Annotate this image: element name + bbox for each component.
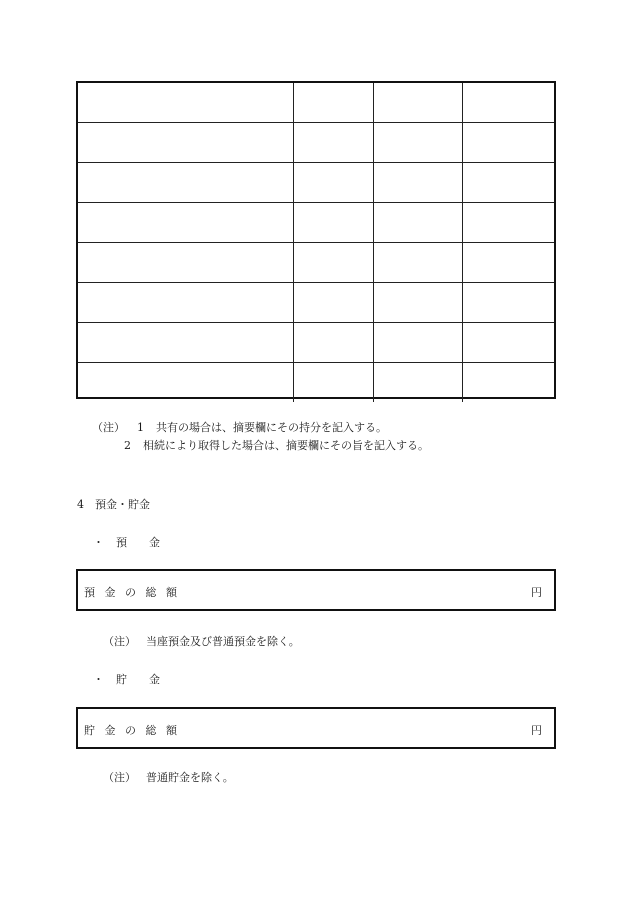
- table-cell[interactable]: [78, 363, 293, 403]
- deposit-unit: 円: [531, 586, 542, 599]
- table-note-2: [124, 437, 429, 455]
- note-number: 2: [124, 439, 131, 452]
- table-cell[interactable]: [78, 123, 293, 163]
- deposit-total-box: [76, 569, 556, 611]
- note-text: 共有の場合は、摘要欄にその持分を記入する。: [156, 421, 387, 434]
- table-cell[interactable]: [373, 203, 462, 243]
- deposit-heading: [93, 534, 160, 550]
- table-cell[interactable]: [373, 83, 462, 123]
- table-cell[interactable]: [293, 203, 373, 243]
- note-prefix: （注）: [103, 771, 136, 784]
- table-cell[interactable]: [373, 363, 462, 403]
- table-cell[interactable]: [78, 323, 293, 363]
- note-prefix: （注）: [103, 635, 136, 648]
- table-cell[interactable]: [462, 203, 554, 243]
- table-cell[interactable]: [78, 283, 293, 323]
- table-row: [78, 363, 554, 403]
- savings-unit: 円: [531, 724, 542, 737]
- table-row: [78, 163, 554, 203]
- table-cell[interactable]: [78, 203, 293, 243]
- table-cell[interactable]: [293, 83, 373, 123]
- bullet: ・: [93, 673, 104, 686]
- table-cell[interactable]: [462, 83, 554, 123]
- table-row: [78, 323, 554, 363]
- table-row: [78, 283, 554, 323]
- deposit-heading-text: 預 金: [116, 536, 160, 549]
- table-cell[interactable]: [373, 123, 462, 163]
- table-cell[interactable]: [293, 243, 373, 283]
- table-cell[interactable]: [293, 163, 373, 203]
- table-cell[interactable]: [78, 163, 293, 203]
- note-number: 1: [137, 421, 144, 434]
- savings-note: [103, 769, 234, 787]
- table-cell[interactable]: [373, 323, 462, 363]
- table-cell[interactable]: [373, 283, 462, 323]
- table-cell[interactable]: [462, 123, 554, 163]
- table-row: [78, 123, 554, 163]
- savings-total-box: [76, 707, 556, 749]
- section-title: 4 預金・貯金: [77, 498, 150, 511]
- savings-heading-text: 貯 金: [116, 673, 160, 686]
- savings-total-label: 貯 金 の 総 額: [84, 724, 180, 737]
- deposit-note: [103, 633, 300, 651]
- table-cell[interactable]: [462, 243, 554, 283]
- table-row: [78, 83, 554, 123]
- property-table: [76, 81, 556, 399]
- note-text: 当座預金及び普通預金を除く。: [146, 635, 300, 648]
- table-cell[interactable]: [293, 323, 373, 363]
- table-cell[interactable]: [373, 163, 462, 203]
- table-cell[interactable]: [462, 163, 554, 203]
- table-cell[interactable]: [373, 243, 462, 283]
- table-cell[interactable]: [462, 323, 554, 363]
- table-row: [78, 203, 554, 243]
- table-cell[interactable]: [293, 283, 373, 323]
- table-row: [78, 243, 554, 283]
- table-cell[interactable]: [462, 363, 554, 403]
- property-table-grid: [78, 83, 554, 402]
- table-cell[interactable]: [78, 83, 293, 123]
- savings-heading: [93, 671, 160, 687]
- table-cell[interactable]: [293, 123, 373, 163]
- note-prefix: （注）: [92, 421, 125, 434]
- bullet: ・: [93, 536, 104, 549]
- table-cell[interactable]: [78, 243, 293, 283]
- table-cell[interactable]: [293, 363, 373, 403]
- deposit-total-label: 預 金 の 総 額: [84, 586, 180, 599]
- note-text: 普通貯金を除く。: [146, 771, 234, 784]
- note-text: 相続により取得した場合は、摘要欄にその旨を記入する。: [143, 439, 429, 452]
- table-note-1: [92, 419, 387, 437]
- table-cell[interactable]: [462, 283, 554, 323]
